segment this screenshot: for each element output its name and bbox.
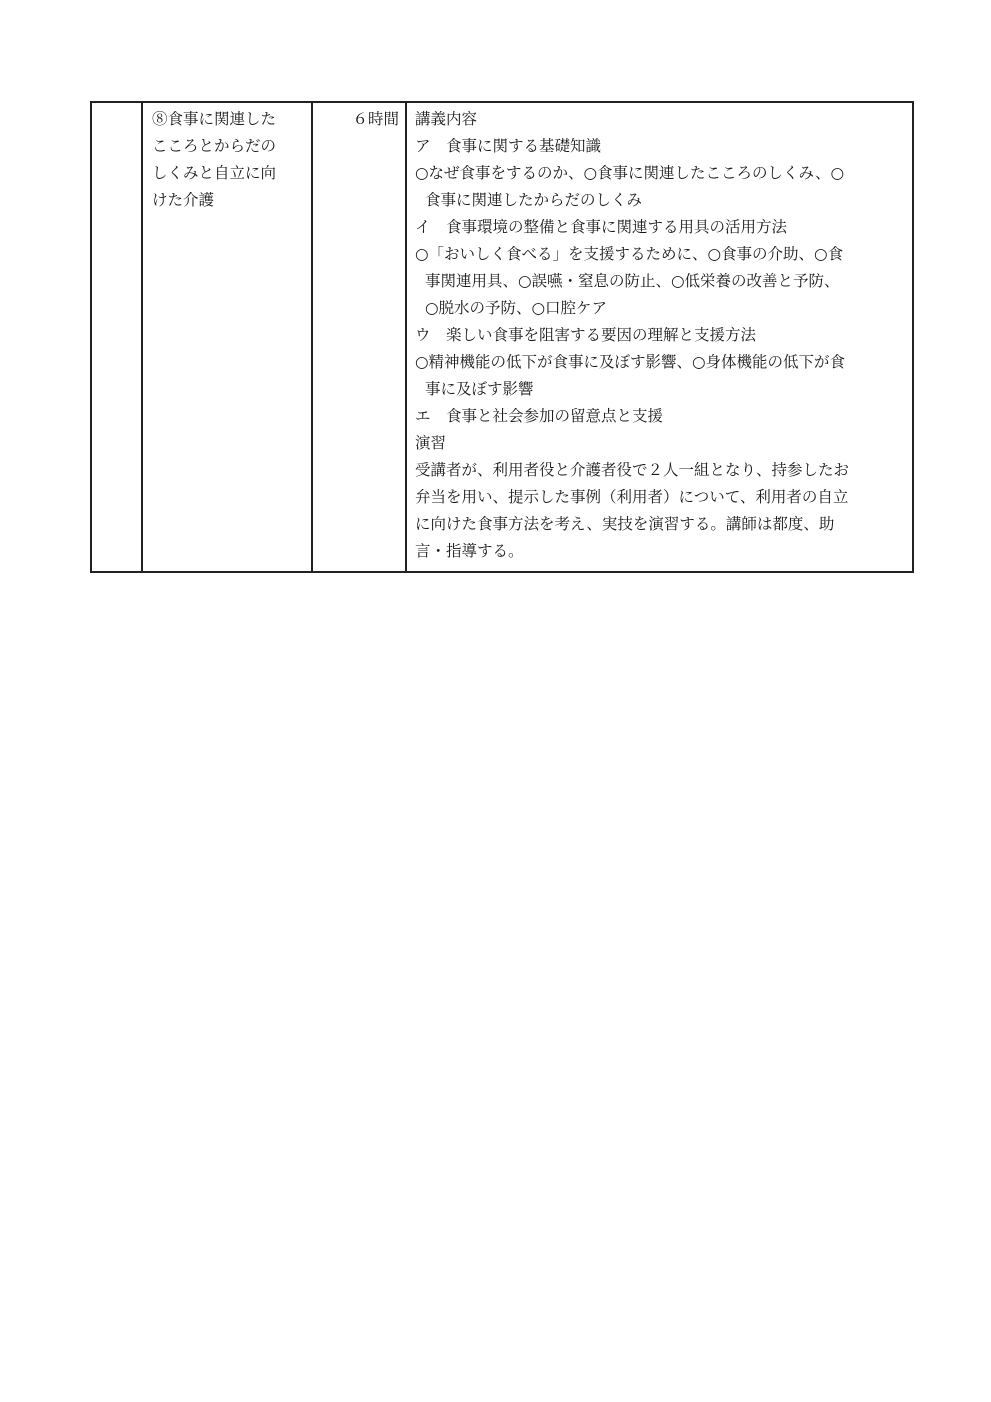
subject-line: ⑧食事に関連した <box>152 110 277 128</box>
content-line: ○精神機能の低下が食事に及ぼす影響、○身体機能の低下が食 <box>415 353 846 371</box>
lecture-content <box>407 103 912 571</box>
hours-cell <box>312 102 406 572</box>
subject-line: けた介護 <box>152 191 215 209</box>
content-line: 受講者が、利用者役と介護者役で２人一組となり、持参したお <box>415 461 850 479</box>
subject-cell <box>142 102 312 572</box>
subject-title <box>143 103 311 571</box>
content-line: 演習 <box>415 434 447 452</box>
content-line: 事関連用具、○誤嚥・窒息の防止、○低栄養の改善と予防、 <box>425 272 840 290</box>
content-line: 食事に関連したからだのしくみ <box>425 191 643 209</box>
table-row <box>91 102 913 572</box>
content-line: ○なぜ食事をするのか、○食事に関連したこころのしくみ、○ <box>415 164 845 182</box>
content-line: ウ 楽しい食事を阻害する要因の理解と支援方法 <box>415 326 757 344</box>
content-line: ア 食事に関する基礎知識 <box>415 137 602 155</box>
hours-value: ６時間 <box>352 110 399 128</box>
content-line: 講義内容 <box>415 110 478 128</box>
syllabus-table <box>90 101 914 573</box>
content-cell <box>406 102 913 572</box>
content-line: 事に及ぼす影響 <box>425 380 534 398</box>
content-line: ○「おいしく食べる」を支援するために、○食事の介助、○食 <box>415 245 844 263</box>
content-line: 言・指導する。 <box>415 542 524 560</box>
content-line: ○脱水の予防、○口腔ケア <box>425 299 608 317</box>
content-line: に向けた食事方法を考え、実技を演習する。講師は都度、助 <box>415 515 835 533</box>
category-cell <box>91 102 142 572</box>
content-line: エ 食事と社会参加の留意点と支援 <box>415 407 664 425</box>
subject-line: こころとからだの <box>152 137 277 155</box>
subject-line: しくみと自立に向 <box>152 164 277 182</box>
content-line: イ 食事環境の整備と食事に関連する用具の活用方法 <box>415 218 788 236</box>
content-line: 弁当を用い、提示した事例（利用者）について、利用者の自立 <box>415 488 849 506</box>
